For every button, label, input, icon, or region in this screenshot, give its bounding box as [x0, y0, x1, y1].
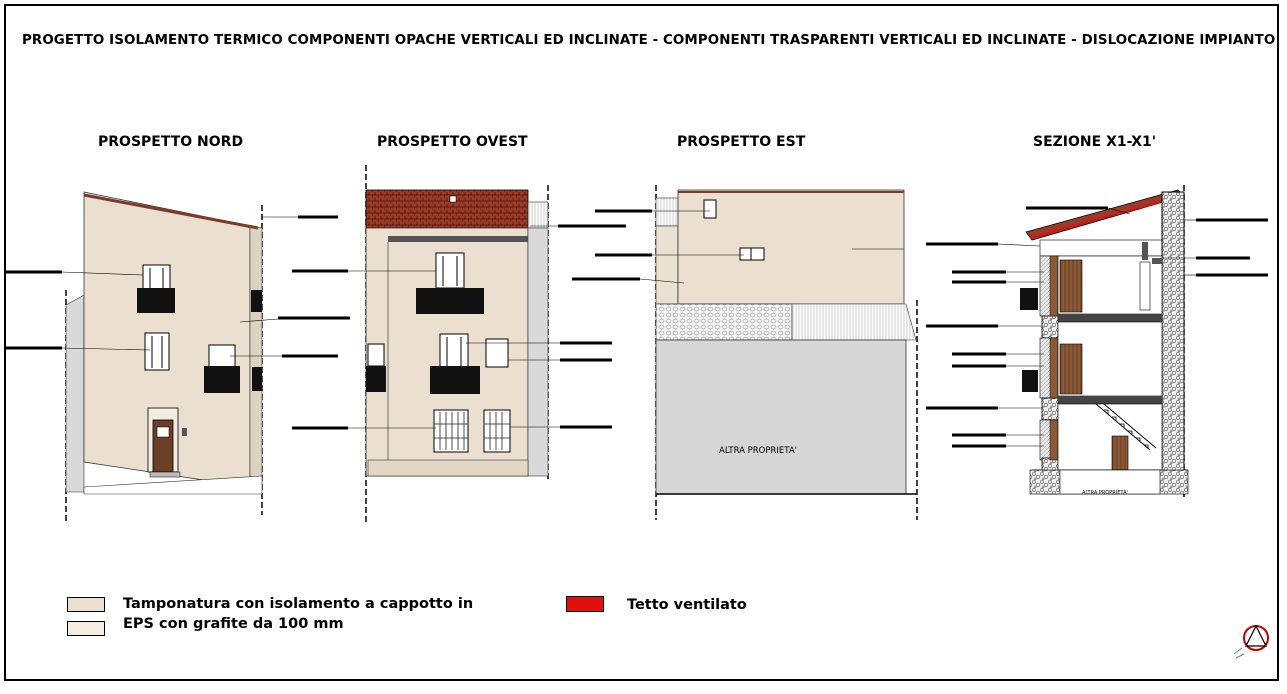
view-title-ovest: PROSPETTO OVEST: [377, 134, 528, 150]
view-title-nord: PROSPETTO NORD: [98, 134, 244, 150]
sheet-title: PROGETTO ISOLAMENTO TERMICO COMPONENTI OPACHE VERTICALI ED INCLINATE - COMPONENTI TRASPARENTI VERTICALI ED INCLINATE - DISLOCAZIONE IMPIANTO: [22, 33, 1276, 48]
legend-tetto: Tetto ventilato: [627, 597, 747, 613]
altra-proprieta-section-label: ALTRA PROPRIETA': [1082, 490, 1128, 496]
legend-cappotto-line1: Tamponatura con isolamento a cappotto in: [123, 596, 474, 612]
legend-swatch-cappotto: [67, 597, 105, 612]
view-title-sezione: SEZIONE X1-X1': [1033, 134, 1157, 150]
legend-swatch-tetto: [566, 596, 604, 612]
altra-proprieta-label: ALTRA PROPRIETA': [719, 446, 797, 456]
legend-swatch-cappotto-light: [67, 621, 105, 636]
legend-cappotto-line2: EPS con grafite da 100 mm: [123, 616, 344, 632]
elevation-est: [572, 185, 917, 520]
section-x1: [926, 185, 1268, 500]
north-arrow-icon: [1234, 626, 1268, 658]
view-title-est: PROSPETTO EST: [677, 134, 806, 150]
elevation-ovest: [292, 165, 626, 522]
elevation-nord: [6, 192, 350, 522]
